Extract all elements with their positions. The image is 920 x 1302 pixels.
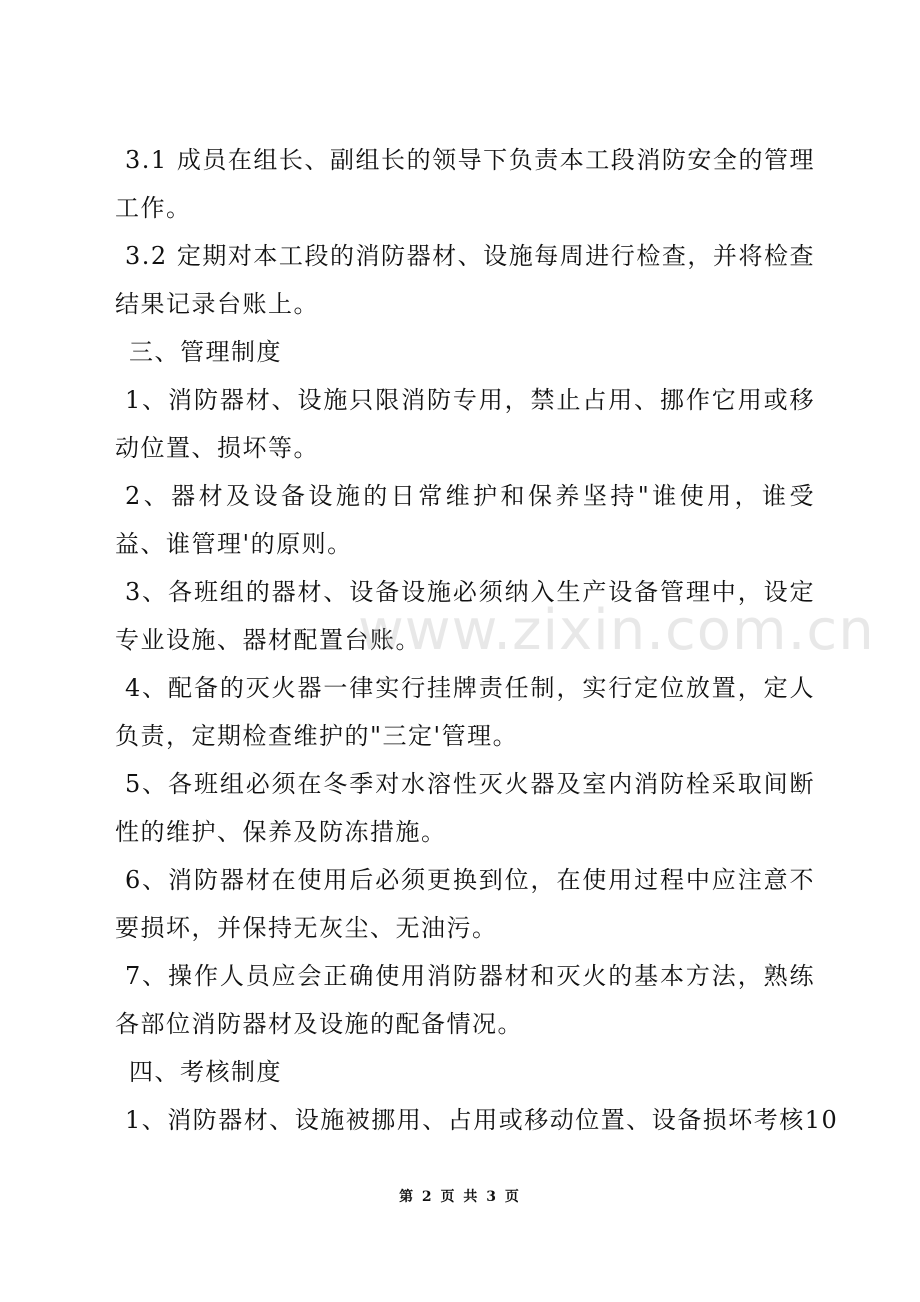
- management-rule-6: 6、消防器材在使用后必须更换到位，在使用过程中应注意不要损坏，并保持无灰尘、无油污。: [115, 866, 815, 942]
- management-rule-4: 4、配备的灭火器一律实行挂牌责任制，实行定位放置，定人负责，定期检查维护的"三定'管理。: [115, 674, 815, 750]
- management-rule-7: 7、操作人员应会正确使用消防器材和灭火的基本方法，熟练各部位消防器材及设施的配备情况。: [115, 962, 815, 1038]
- document-body: [115, 136, 839, 1144]
- paragraph-3-1: 3.1 成员在组长、副组长的领导下负责本工段消防安全的管理工作。: [115, 146, 815, 222]
- assessment-rule-1: 1、消防器材、设施被挪用、占用或移动位置、设备损坏考核10: [125, 1106, 839, 1134]
- watermark: www.zixin.com.cn: [358, 598, 875, 663]
- management-rule-1: 1、消防器材、设施只限消防专用，禁止占用、挪作它用或移动位置、损坏等。: [115, 386, 815, 462]
- management-rule-3: 3、各班组的器材、设备设施必须纳入生产设备管理中，设定专业设施、器材配置台账。: [115, 578, 815, 654]
- section-heading-assessment: 四、考核制度: [129, 1058, 282, 1086]
- paragraph-3-2: 3.2 定期对本工段的消防器材、设施每周进行检查，并将检查结果记录台账上。: [115, 242, 815, 318]
- management-rule-2: 2、器材及设备设施的日常维护和保养坚持"谁使用，谁受益、谁管理'的原则。: [115, 482, 815, 558]
- page-number-footer: 第 2 页 共 3 页: [399, 1189, 521, 1205]
- section-heading-management: 三、管理制度: [129, 338, 282, 366]
- management-rule-5: 5、各班组必须在冬季对水溶性灭火器及室内消防栓采取间断性的维护、保养及防冻措施。: [115, 770, 815, 846]
